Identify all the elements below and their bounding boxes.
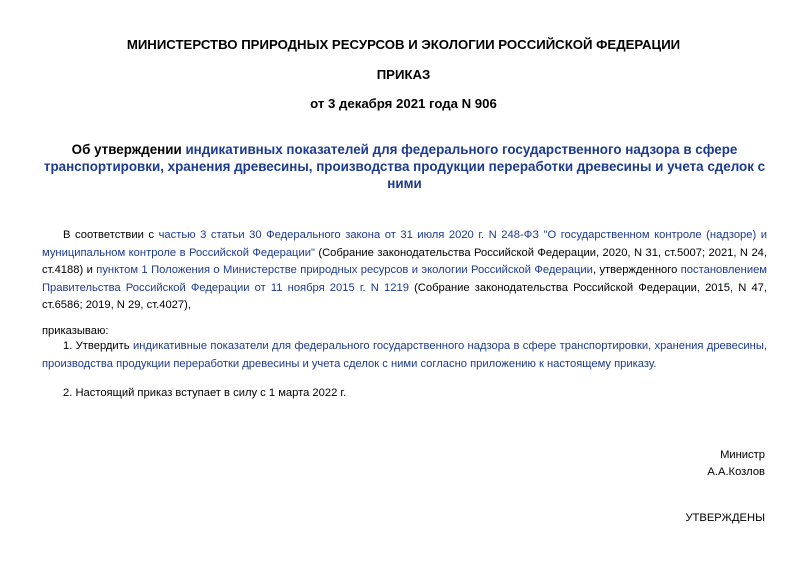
item-1-paragraph (42, 338, 767, 373)
preamble-paragraph (42, 227, 767, 315)
approved-label: УТВЕРЖДЕНЫ (685, 512, 765, 524)
title-prefix: Об утверждении (71, 142, 186, 157)
item-2-paragraph: 2. Настоящий приказ вступает в силу с 1 марта 2022 г. (63, 387, 347, 399)
signatory-name: А.А.Козлов (707, 466, 765, 478)
preamble-text-2: (Собрание законодательства Российской Федерации, 2020, N 31, ст.5007; 2021, N 24, ст.4188) и (42, 246, 768, 276)
preamble-text-4: (Собрание законодательства Российской Федерации, 2015, N 47, ст.6586; 2019, N 29, ст.4027), (42, 281, 767, 311)
title-link[interactable]: индикативных показателей для федерального государственного надзора в сфере транспортировки, хранения древесины, производства продукции переработки древесины и учета сделок с ними (43, 142, 766, 191)
preamble-text-1: В соответствии с (63, 229, 159, 241)
order-word: приказываю: (42, 325, 109, 337)
document-type: ПРИКАЗ (376, 67, 431, 82)
law-248-link[interactable]: частью 3 статьи 30 Федерального закона от 31 июля 2020 г. N 248-ФЗ "О государственном контроле (надзоре) и муниципальном контроле в Российской Федерации" (42, 229, 768, 259)
item-1-text: 1. Утвердить (63, 340, 133, 352)
ministry-heading: МИНИСТЕРСТВО ПРИРОДНЫХ РЕСУРСОВ И ЭКОЛОГИИ РОССИЙСКОЙ ФЕДЕРАЦИИ (126, 37, 681, 52)
document-title (42, 141, 767, 192)
government-decree-link[interactable]: постановлением Правительства Российской Федерации от 11 ноября 2015 г. N 1219 (42, 264, 767, 294)
preamble-text-3: , утвержденного (592, 264, 681, 276)
signatory-position: Министр (720, 449, 765, 461)
ministry-regulation-link[interactable]: пунктом 1 Положения о Министерстве природных ресурсов и экологии Российской Федерации (96, 264, 593, 276)
document-date-number: от 3 декабря 2021 года N 906 (310, 96, 497, 111)
indicators-appendix-link[interactable]: индикативные показатели для федерального государственного надзора в сфере транспортировки, хранения древесины, производства продукции переработки древесины и учета сделок с ними согласно приложению к настоящему приказу. (42, 340, 767, 370)
